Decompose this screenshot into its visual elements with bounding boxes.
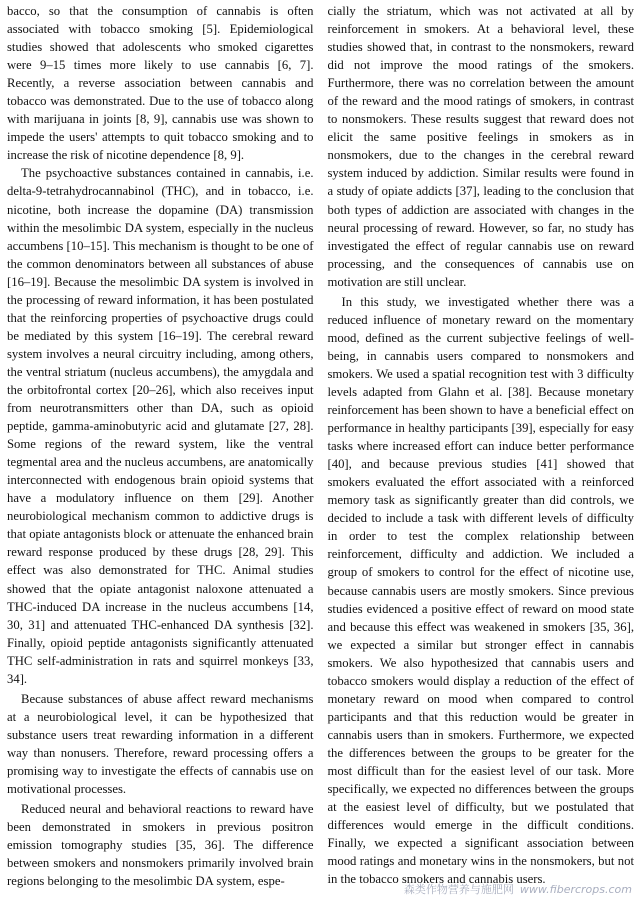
body-paragraph: cially the striatum, which was not activated at all by reinforcement in smokers. At a behavioral level, these studies showed that, in contrast to the nonsmokers, reward did not improve the mood ratings of the smokers. Furthermore, there was no correlation between the amount of the reward and the mood ratings of smokers, in contrast to nonsmokers. These results suggest that reward does not elicit the same positive feelings in smokers as in nonsmokers, due to the changes in the cerebral reward system induced by addiction. Similar results were found in a study of opiate addicts [37], leading to the conclusion that both types of addiction are associated with changes in the neural processing of reward. However, so far, no study has investigated the effect of regular cannabis use on reward processing, and the consequences of cannabis use on motivation are still unclear.	[327, 4, 634, 289]
body-paragraph: bacco, so that the consumption of cannabis is often associated with tobacco smoking [5]. Epidemiological studies showed that adolescents who smoked cigarettes were 9–15 times more likely to use cannabis [6, 7]. Recently, a reverse association between cannabis and tobacco was demonstrated. Due to the use of tobacco along with marijuana in joints [8, 9], cannabis use was shown to impede the users' attempts to quit tobacco smoking and to increase the risk of nicotine dependence [8, 9].	[7, 4, 314, 163]
left-text-column	[7, 2, 314, 900]
body-paragraph: Reduced neural and behavioral reactions to reward have been demonstrated in smokers in previous positron emission tomography studies [35, 36]. The difference between smokers and nonsmokers primarily involved brain regions belonging to the mesolimbic DA system, espe-	[7, 802, 314, 889]
watermark-chinese-text: 森类作物营养与施肥网	[403, 883, 514, 896]
watermark-url: www.fibercrops.com	[519, 883, 632, 896]
body-paragraph: In this study, we investigated whether there was a reduced influence of monetary reward on the momentary mood, defined as the current subjective feelings of well-being, in cannabis users compared to nonsmokers and smokers. We used a spatial recognition test with 3 difficulty levels adapted from Glahn et al. [38]. Because monetary reinforcement has been shown to have a beneficial effect on performance in healthy participants [39], especially for easy tasks where increased effort can induce better performance [40], and because previous studies [41] showed that smokers evaluated the effort associated with a reinforced memory task as significantly greater than did controls, we decided to include a task with different levels of difficulty in order to test the complex relationship between reinforcement, difficulty and addiction. We included a group of smokers to control for the effect of nicotine use, because cannabis users are mostly smokers. Since previous studies evidenced a positive effect of reward on mood state and because this effect was weakened in smokers [35, 36], we expected a similar but stronger effect in cannabis smokers. We also hypothesized that cannabis users and tobacco smokers would display a reduction of the effect of monetary reward on mood when compared to control participants and that this reduction would be greater in cannabis users than in smokers. Furthermore, we expected the differences between the groups to be greater for the most difficult than for the easiest level of our task. More specifically, we expected no differences between the groups at the easiest level of difficulty, but we postulated that differences would emerge in the difficult conditions. Finally, we expected a significant association between mood ratings and monetary wins in the nonsmokers, but not in the tobacco smokers and cannabis users.	[327, 294, 634, 887]
body-paragraph: Because substances of abuse affect reward mechanisms at a neurobiological level, it can be hypothesized that substance users treat rewarding information in a different way than nonusers. Therefore, reward processing offers a promising way to investigate the effects of cannabis use on motivational processes.	[7, 691, 314, 797]
site-watermark	[404, 881, 632, 897]
body-paragraph: The psychoactive substances contained in cannabis, i.e. delta-9-tetrahydrocannabinol (THC), and in tobacco, i.e. nicotine, both increase the dopamine (DA) transmission within the mesolimbic DA system, especially in the nucleus accumbens [10–15]. This mechanism is thought to be one of the common denominators between all substances of abuse [16–19]. Because the mesolimbic DA system is involved in the processing of reward information, it has been postulated that the reinforcing properties of psychoactive drugs could be mediated by this system [16–19]. The cerebral reward system involves a neural circuitry including, among others, the ventral striatum (nucleus accumbens), the amygdala and the orbitofrontal cortex [20–26], which also receives input from neurotransmitters other than DA, such as opioid peptide, gamma-aminobutyric acid and glutamate [27, 28]. Some regions of the reward system, like the ventral tegmental area and the nucleus accumbens, are anatomically interconnected with endogenous brain opioid systems that have a modulatory influence on them [29]. Another neurobiological mechanism common to addictive drugs is that opiate antagonists block or attenuate the enhanced brain reward response produced by these drugs [28, 29]. This effect was also demonstrated for THC. Animal studies showed that the opiate antagonist naloxone attenuated a THC-induced DA increase in the nucleus accumbens [14, 30, 31] and attenuated THC-enhanced DA synthesis [32]. Finally, opioid peptide antagonists significantly attenuated THC self-administration in rats and squirrel monkeys [33, 34].	[7, 166, 314, 686]
right-text-column	[328, 2, 635, 900]
